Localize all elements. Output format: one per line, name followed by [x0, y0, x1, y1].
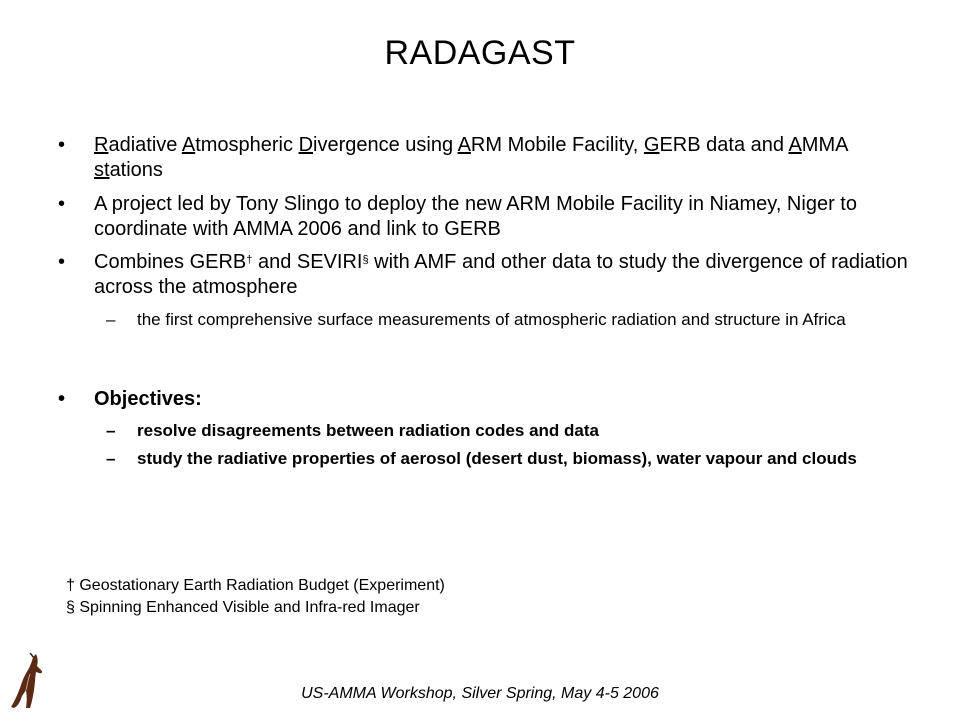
bullet-dot: • — [58, 193, 66, 215]
bullet-text-part: and SEVIRI — [252, 251, 363, 273]
sub-bullet-text: study the radiative properties of aerosol (desert dust, biomass), water vapour and clouds — [137, 449, 857, 468]
acronym-letter: D — [298, 134, 314, 156]
sub-bullet-dash: – — [106, 421, 116, 440]
text-segment: ivergence using — [313, 134, 458, 156]
text-segment: adiative — [108, 134, 182, 156]
text-segment: ERB data and — [659, 134, 789, 156]
footnotes — [66, 575, 445, 619]
sub-bullet-africa — [106, 308, 877, 331]
acronym-letter: A — [181, 134, 196, 156]
bullet-dot: • — [58, 388, 66, 410]
text-segment: tmospheric — [195, 134, 299, 156]
bullet-objectives — [58, 387, 914, 412]
bullet-text-part: with AMF and other data to study the divergence of radiation across the atmosphere — [94, 251, 908, 298]
sub-bullet-disagreements — [106, 419, 877, 442]
slide-title: RADAGAST — [384, 34, 576, 72]
bullet-project-lead — [58, 192, 914, 242]
bullet-combines — [58, 250, 914, 300]
acronym-expansion-text — [94, 134, 847, 181]
acronym-letter: A — [457, 134, 471, 156]
sub-bullet-aerosol — [106, 447, 877, 470]
sub-bullet-text: the first comprehensive surface measurements of atmospheric radiation and structure in Africa — [137, 310, 846, 329]
acronym-letter: st — [94, 159, 110, 181]
footer-text: US-AMMA Workshop, Silver Spring, May 4-5 2006 — [301, 685, 659, 702]
footnote-seviri: § Spinning Enhanced Visible and Infra-red Imager — [66, 599, 420, 616]
acronym-letter: G — [643, 134, 660, 156]
text-segment: RM Mobile Facility, — [470, 134, 644, 156]
sub-bullet-text: resolve disagreements between radiation codes and data — [137, 421, 599, 440]
acronym-letter: R — [94, 134, 109, 156]
bullet-text: Objectives: — [94, 388, 202, 410]
sub-bullet-dash: – — [106, 449, 116, 468]
text-segment: MMA — [801, 134, 848, 156]
text-segment: ations — [109, 159, 163, 181]
bullet-text-part: Combines GERB — [94, 251, 247, 273]
section-mark: § — [362, 254, 369, 266]
dagger-mark: † — [246, 254, 253, 266]
bullet-text: A project led by Tony Slingo to deploy the new ARM Mobile Facility in Niamey, Niger to coordinate with AMMA 2006 and link to GERB — [94, 193, 857, 240]
sub-bullet-dash: – — [106, 310, 116, 329]
footnote-gerb: † Geostationary Earth Radiation Budget (Experiment) — [66, 577, 445, 594]
acronym-letter: A — [788, 134, 802, 156]
bullet-dot: • — [58, 134, 66, 156]
bullet-acronym-expansion — [58, 133, 914, 183]
bullet-dot: • — [58, 251, 66, 273]
